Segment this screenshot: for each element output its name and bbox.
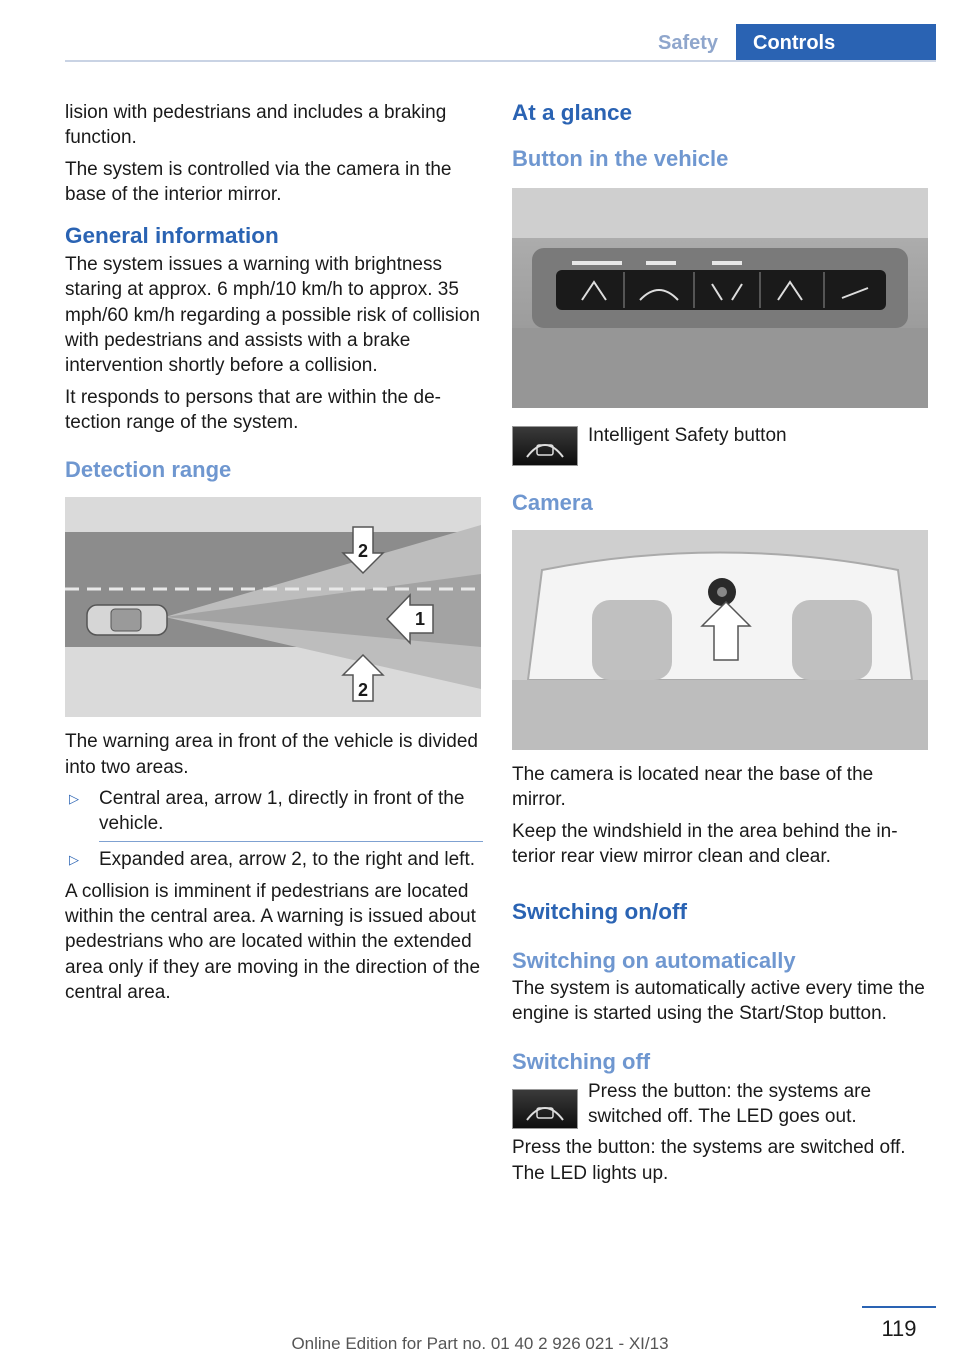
switching-off-paragraph-1: Press the button: the systems are switched off. The LED goes out. — [588, 1080, 872, 1128]
arrow-2-bottom-label: 2 — [358, 680, 369, 701]
heading-switching-off: Switching off — [512, 1048, 651, 1074]
auto-paragraph: The system is automatically active every time the engine is started using the Start/Stop button. — [512, 978, 925, 1025]
intro-paragraph-2: The system is controlled via the camera in the base of the interior mirror. — [65, 158, 452, 205]
left-column — [65, 100, 483, 1011]
detection-range-diagram — [65, 497, 481, 717]
switching-off-paragraph-2: Press the button: the systems are switched off. The LED lights up. — [512, 1137, 906, 1184]
heading-button-in-vehicle: Button in the vehicle — [512, 146, 729, 171]
triangle-bullet-icon: ▷ — [69, 852, 79, 868]
list-item: ▷ Expanded area, arrow 2, to the right and left. — [65, 847, 483, 872]
heading-general-information: General information — [65, 223, 279, 249]
general-paragraph-2: It responds to persons that are within the detection range of the system. — [65, 386, 441, 433]
page-number: 119 — [881, 1316, 917, 1341]
switching-off-row — [512, 1080, 930, 1136]
list-item: ▷ Central area, arrow 1, directly in front of the vehicle. — [69, 787, 465, 835]
intelligent-safety-button-icon — [512, 1089, 578, 1129]
camera-paragraph-1: The camera is located near the base of the mirror. — [512, 764, 874, 811]
heading-detection-range: Detection range — [65, 457, 232, 483]
arrow-1-label: 1 — [415, 609, 426, 630]
list-divider — [99, 841, 483, 842]
header-tab-safety[interactable]: Safety — [657, 32, 719, 54]
footer-divider — [862, 1306, 936, 1308]
area-list — [65, 786, 483, 873]
collision-paragraph: A collision is imminent if pedestrians are located within the central area. A warning is issued about pedestrians who are located within the extended area only if they are moving in the direction of the central area. — [65, 880, 481, 1003]
heading-at-a-glance: At a glance — [512, 100, 633, 125]
detection-range-figure — [65, 497, 481, 717]
camera-photo — [512, 530, 928, 750]
intelligent-safety-caption: Intelligent Safety button — [588, 425, 787, 446]
heading-switching-on-automatically: Switching on automatically — [512, 948, 796, 974]
intro-paragraph-1: lision with pedestrians and includes a braking function. — [65, 102, 447, 149]
camera-paragraph-2: Keep the windshield in the area behind the interior rear view mirror clean and clear. — [512, 820, 898, 867]
header-tab-controls[interactable]: Controls — [736, 24, 936, 62]
triangle-bullet-icon: ▷ — [69, 790, 79, 806]
general-paragraph-1: The system issues a warning with brightness staring at approx. 6 mph/10 km/h to approx. 35 mph/60 km/h regarding a possible risk of collision with pedestrians and assists with a brake intervention shortly before a collision. — [65, 254, 481, 377]
button-panel-photo — [512, 188, 928, 408]
heading-camera: Camera — [512, 490, 593, 515]
intelligent-safety-button-icon — [512, 426, 578, 466]
edition-footer: Online Edition for Part no. 01 40 2 926 021 - XI/13 — [291, 1334, 669, 1353]
arrow-2-top-label: 2 — [358, 541, 369, 562]
warning-paragraph: The warning area in front of the vehicle is divided into two areas. — [65, 731, 478, 778]
right-column — [512, 100, 930, 1192]
heading-switching-on-off: Switching on/off — [512, 899, 687, 925]
intelligent-safety-caption-row — [512, 426, 930, 470]
header-divider — [65, 60, 936, 62]
